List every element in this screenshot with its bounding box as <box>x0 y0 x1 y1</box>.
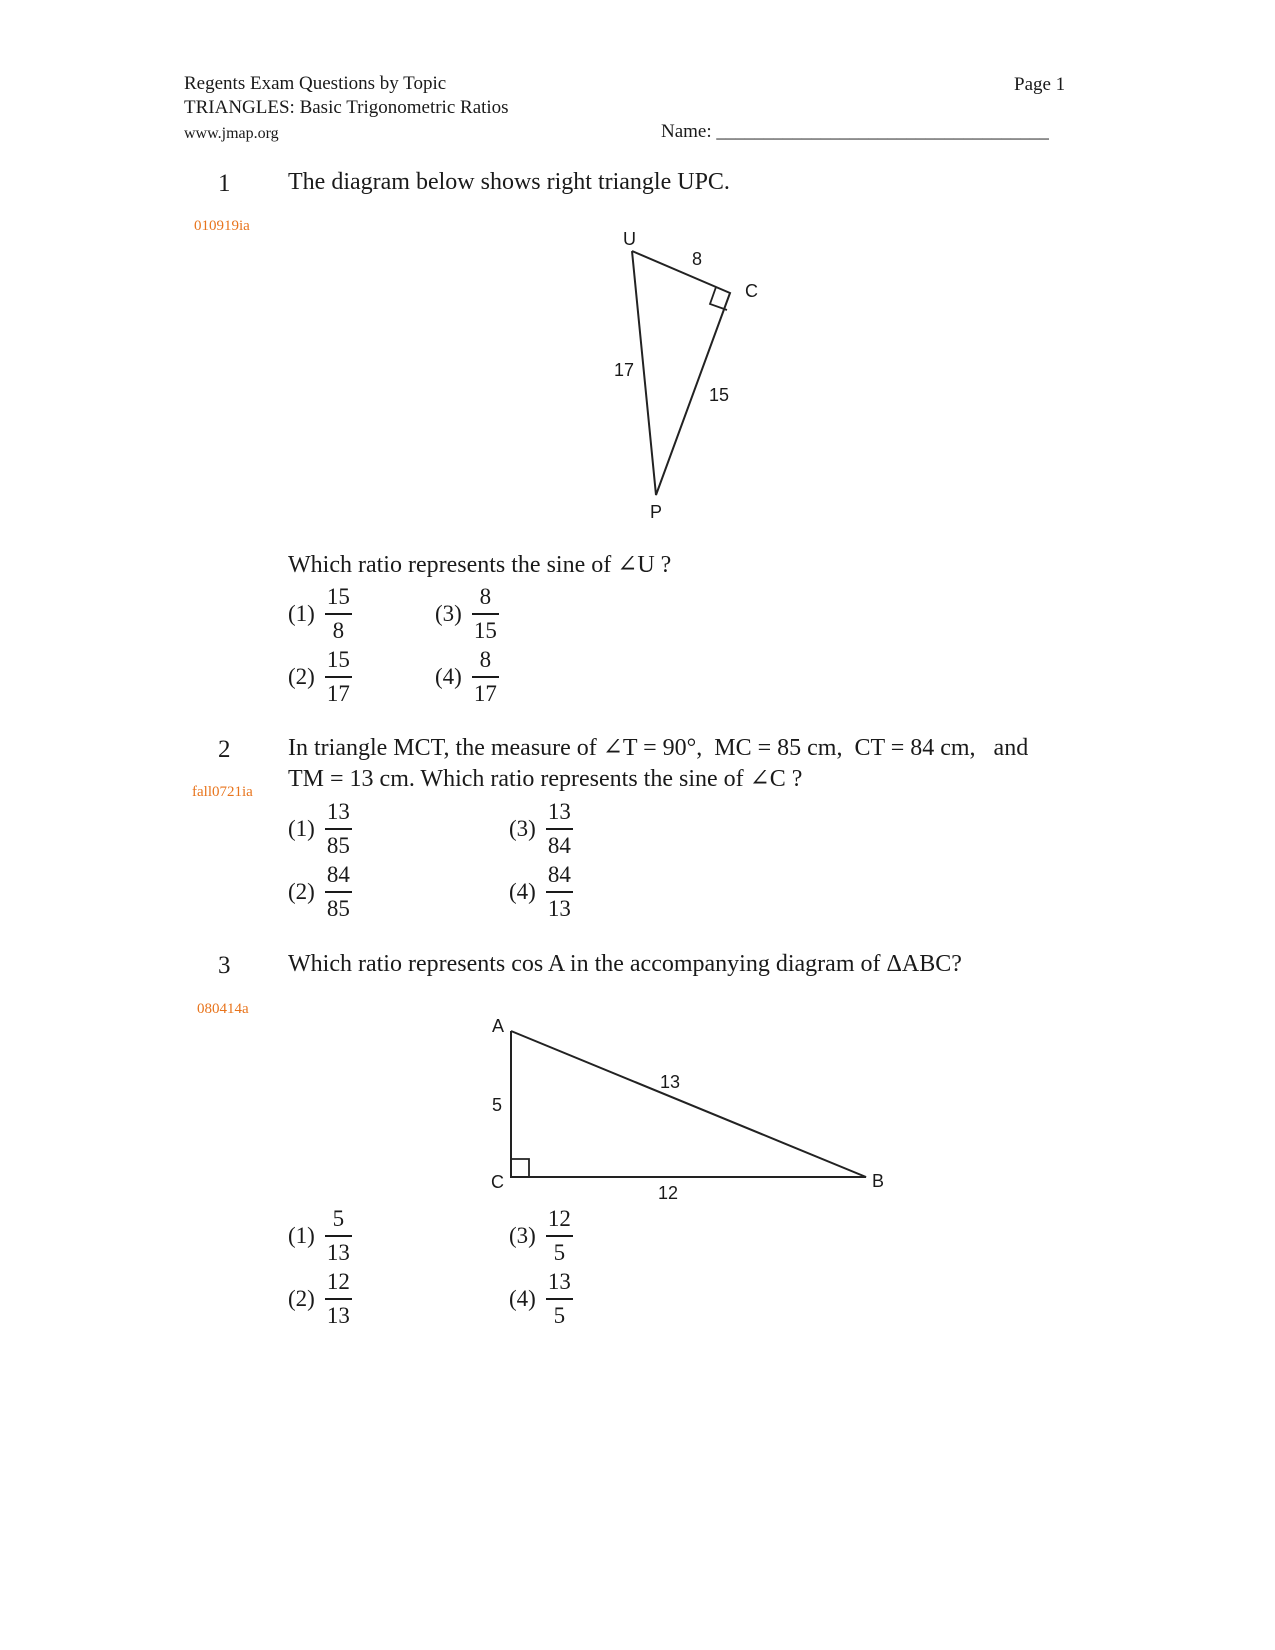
numerator: 13 <box>547 799 571 824</box>
choice-number: (1) <box>288 1223 315 1248</box>
denominator: 13 <box>547 896 571 921</box>
question-1-code: 010919ia <box>194 218 250 234</box>
denominator: 84 <box>547 833 571 858</box>
numerator: 15 <box>326 647 350 672</box>
numerator: 84 <box>547 862 571 887</box>
triangle-abc-outline <box>511 1031 866 1177</box>
numerator: 15 <box>326 584 350 609</box>
denominator: 85 <box>326 833 350 858</box>
numerator: 84 <box>326 862 350 887</box>
website-link[interactable]: www.jmap.org <box>184 125 279 142</box>
question-2-code: fall0721ia <box>192 784 253 800</box>
choice-number: (1) <box>288 816 315 841</box>
denominator: 5 <box>553 1303 566 1328</box>
choice-number: (3) <box>435 601 462 626</box>
vertex-label-c: C <box>745 281 758 301</box>
numerator: 8 <box>479 647 492 672</box>
numerator: 5 <box>332 1206 345 1231</box>
question-3-choice-4[interactable] <box>509 1268 573 1330</box>
denominator: 13 <box>326 1303 350 1328</box>
numerator: 12 <box>326 1269 350 1294</box>
fraction-bar <box>546 1235 573 1237</box>
name-field[interactable]: Name: ___________________________________ <box>661 121 1049 142</box>
choice-number: (2) <box>288 664 315 689</box>
choice-number: (3) <box>509 1223 536 1248</box>
choice-number: (1) <box>288 601 315 626</box>
numerator: 8 <box>479 584 492 609</box>
fraction-bar <box>325 1235 352 1237</box>
denominator: 8 <box>332 618 345 643</box>
doc-title: Regents Exam Questions by Topic <box>184 73 447 94</box>
question-2-text-line-1: In triangle MCT, the measure of ∠T = 90°, MC = 85 cm, CT = 84 cm, and <box>288 735 1029 761</box>
question-2-number: 2 <box>218 736 231 763</box>
side-label-uc: 8 <box>692 249 703 269</box>
numerator: 13 <box>326 799 350 824</box>
page-number: Page 1 <box>1014 74 1066 95</box>
choice-number: (2) <box>288 1286 315 1311</box>
denominator: 5 <box>553 1240 566 1265</box>
denominator: 85 <box>326 896 350 921</box>
question-1-text: The diagram below shows right triangle UPC. <box>288 169 730 195</box>
choice-number: (2) <box>288 879 315 904</box>
denominator: 15 <box>473 618 497 643</box>
question-3-choice-3[interactable] <box>509 1205 573 1267</box>
vertex-label-a: A <box>492 1016 505 1036</box>
side-label-up: 17 <box>614 360 635 380</box>
choice-number: (4) <box>435 664 462 689</box>
choice-fraction <box>546 1268 573 1330</box>
vertex-label-b: B <box>872 1171 885 1191</box>
fraction-bar <box>546 1298 573 1300</box>
side-label-ac: 5 <box>492 1095 503 1115</box>
denominator: 13 <box>326 1240 350 1265</box>
question-3-number: 3 <box>218 952 231 979</box>
vertex-label-c: C <box>491 1172 504 1192</box>
question-1-number: 1 <box>218 170 231 197</box>
question-3-choice-1[interactable] <box>288 1205 352 1267</box>
choice-fraction <box>325 1268 352 1330</box>
choice-number: (3) <box>509 816 536 841</box>
question-1-prompt: Which ratio represents the sine of ∠U ? <box>288 552 672 578</box>
denominator: 17 <box>326 681 350 706</box>
choice-number: (4) <box>509 1286 536 1311</box>
question-2-text-line-2: TM = 13 cm. Which ratio represents the sine of ∠C ? <box>288 766 803 792</box>
numerator: 12 <box>547 1206 571 1231</box>
choice-number: (4) <box>509 879 536 904</box>
side-label-cb: 12 <box>658 1183 679 1203</box>
denominator: 17 <box>473 681 497 706</box>
question-3-text: Which ratio represents cos A in the accompanying diagram of ΔABC? <box>288 951 962 977</box>
vertex-label-u: U <box>623 229 636 249</box>
side-label-cp: 15 <box>709 385 730 405</box>
doc-subtitle: TRIANGLES: Basic Trigonometric Ratios <box>184 97 509 118</box>
numerator: 13 <box>547 1269 571 1294</box>
choice-fraction <box>325 1205 352 1267</box>
choice-fraction <box>546 1205 573 1267</box>
side-label-ab: 13 <box>660 1072 681 1092</box>
question-3-code: 080414a <box>197 1001 249 1017</box>
fraction-bar <box>325 1298 352 1300</box>
vertex-label-p: P <box>650 502 663 522</box>
right-angle-marker-c <box>511 1159 529 1177</box>
question-3-choice-2[interactable] <box>288 1268 352 1330</box>
